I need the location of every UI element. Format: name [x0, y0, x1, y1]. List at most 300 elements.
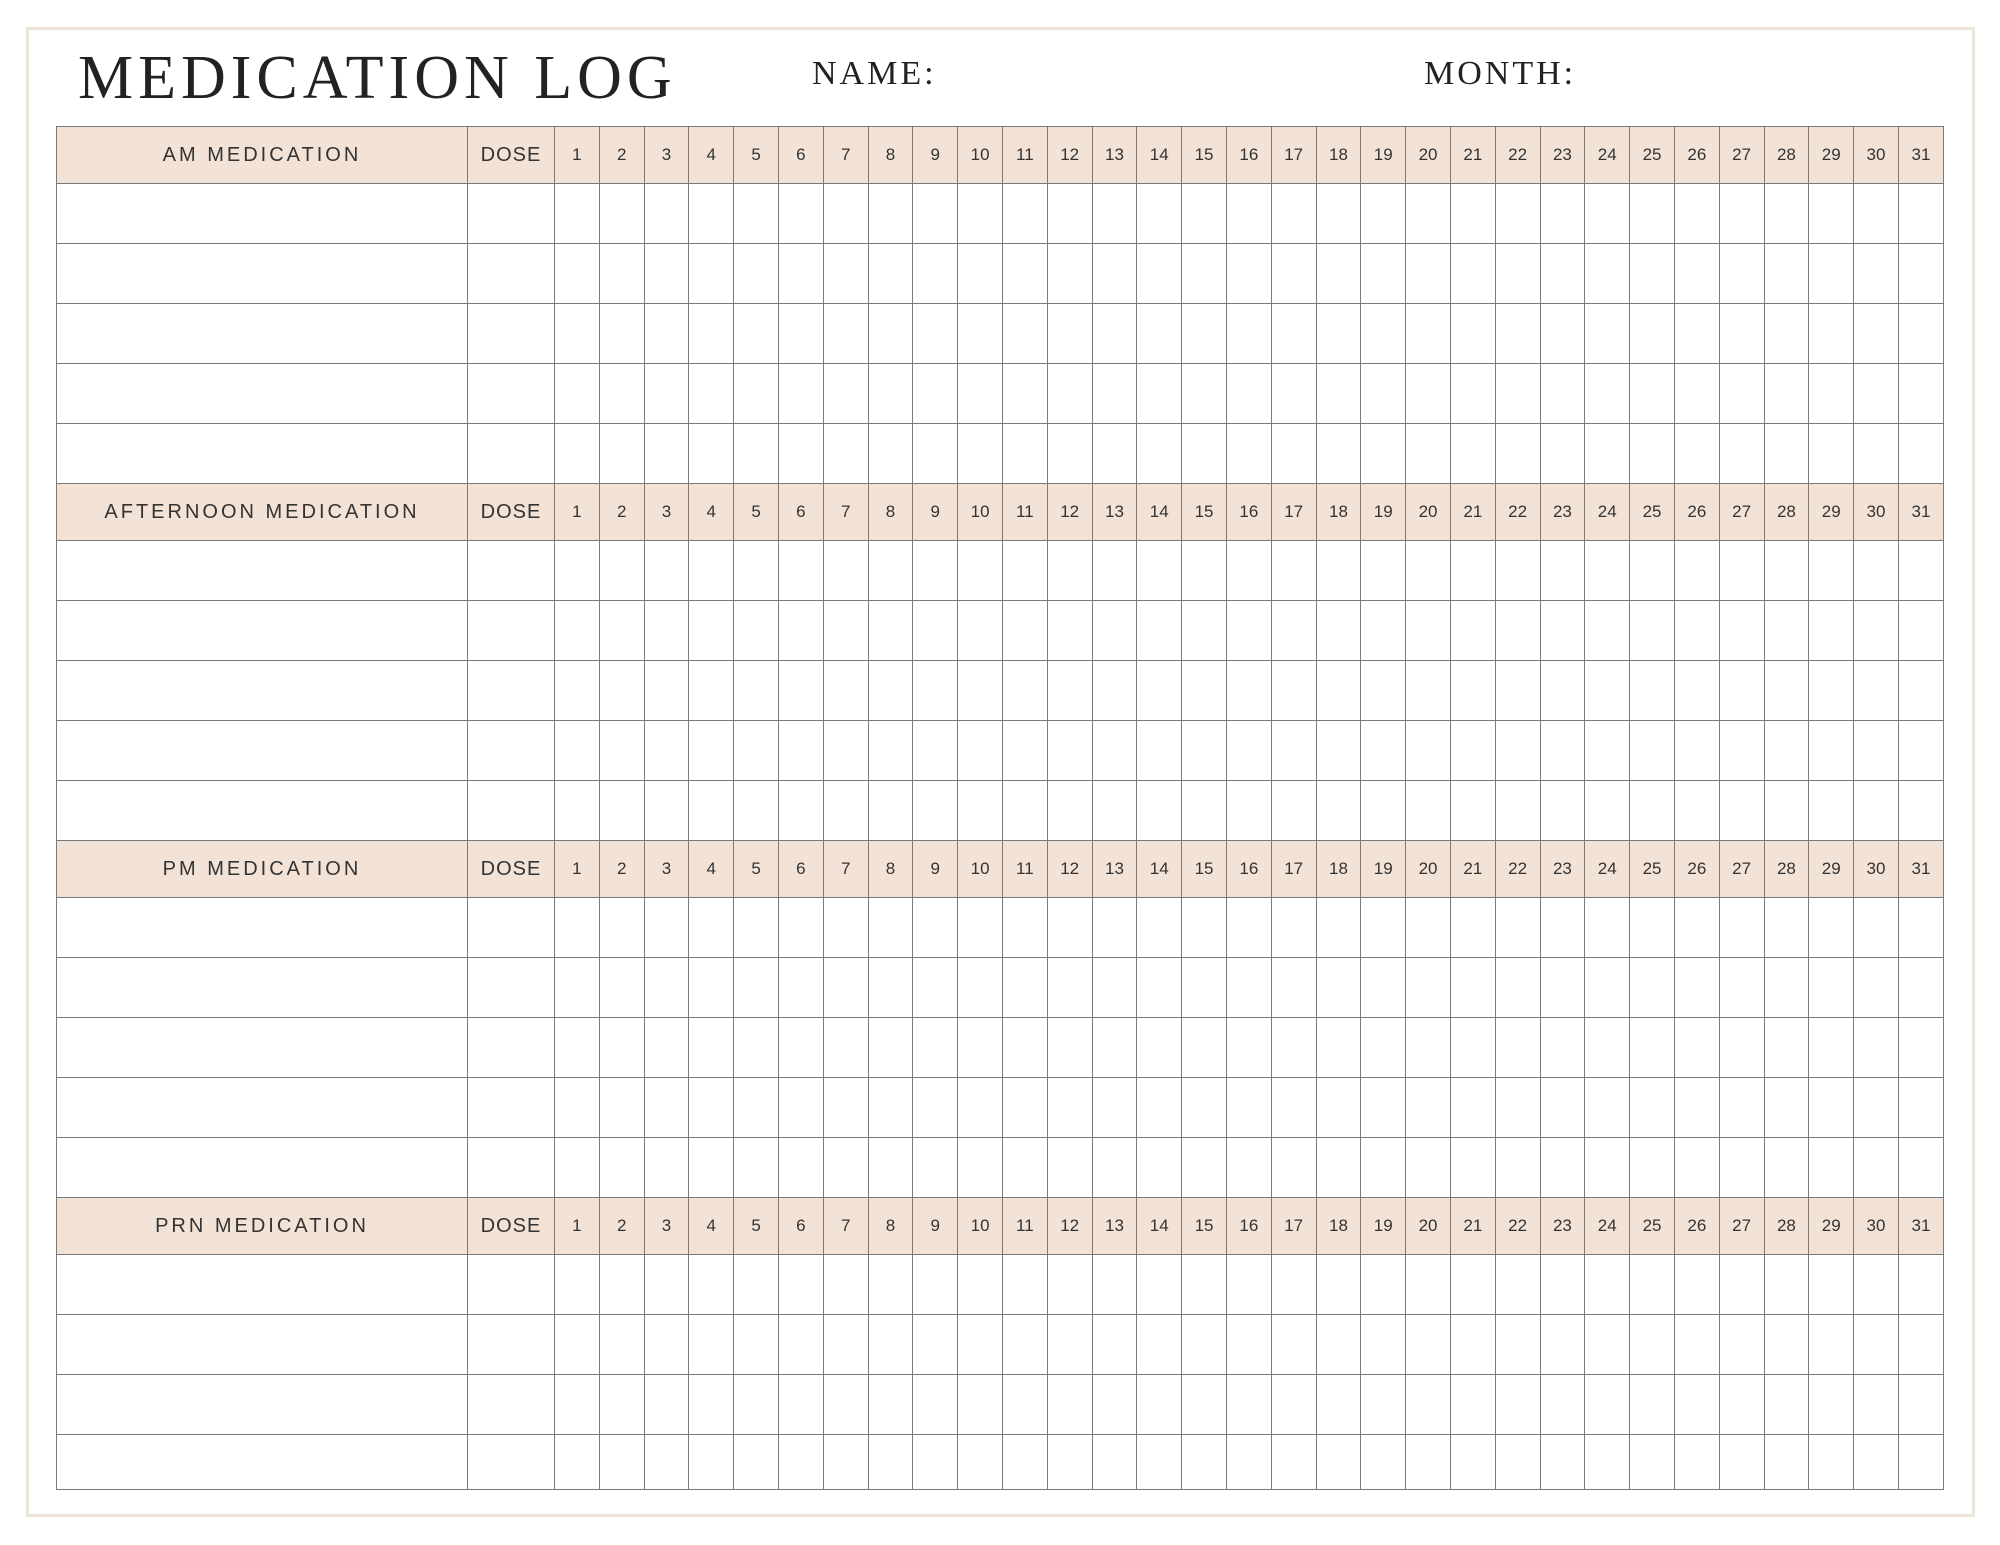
day-checkbox-cell[interactable]	[555, 721, 600, 781]
day-checkbox-cell[interactable]	[1361, 1018, 1406, 1078]
day-checkbox-cell[interactable]	[1182, 184, 1227, 244]
day-checkbox-cell[interactable]	[1898, 898, 1943, 958]
day-checkbox-cell[interactable]	[1316, 661, 1361, 721]
day-checkbox-cell[interactable]	[1630, 364, 1675, 424]
day-checkbox-cell[interactable]	[1271, 721, 1316, 781]
day-checkbox-cell[interactable]	[1585, 958, 1630, 1018]
day-checkbox-cell[interactable]	[778, 1078, 823, 1138]
day-checkbox-cell[interactable]	[823, 541, 868, 601]
day-checkbox-cell[interactable]	[1406, 1138, 1451, 1198]
medication-name-cell[interactable]	[57, 1375, 468, 1435]
day-checkbox-cell[interactable]	[1137, 1375, 1182, 1435]
day-checkbox-cell[interactable]	[1854, 1018, 1899, 1078]
day-checkbox-cell[interactable]	[1271, 898, 1316, 958]
day-checkbox-cell[interactable]	[1540, 424, 1585, 484]
day-checkbox-cell[interactable]	[823, 1435, 868, 1490]
day-checkbox-cell[interactable]	[1137, 1255, 1182, 1315]
dose-cell[interactable]	[468, 244, 555, 304]
dose-cell[interactable]	[468, 1255, 555, 1315]
day-checkbox-cell[interactable]	[1226, 1315, 1271, 1375]
day-checkbox-cell[interactable]	[644, 364, 689, 424]
day-checkbox-cell[interactable]	[1271, 1138, 1316, 1198]
day-checkbox-cell[interactable]	[1406, 1315, 1451, 1375]
day-checkbox-cell[interactable]	[1271, 1078, 1316, 1138]
day-checkbox-cell[interactable]	[1585, 244, 1630, 304]
day-checkbox-cell[interactable]	[1316, 304, 1361, 364]
day-checkbox-cell[interactable]	[1585, 1435, 1630, 1490]
day-checkbox-cell[interactable]	[1450, 424, 1495, 484]
day-checkbox-cell[interactable]	[1719, 1138, 1764, 1198]
day-checkbox-cell[interactable]	[1002, 1018, 1047, 1078]
day-checkbox-cell[interactable]	[1361, 424, 1406, 484]
day-checkbox-cell[interactable]	[1182, 364, 1227, 424]
day-checkbox-cell[interactable]	[1719, 304, 1764, 364]
medication-name-cell[interactable]	[57, 1018, 468, 1078]
day-checkbox-cell[interactable]	[1764, 541, 1809, 601]
day-checkbox-cell[interactable]	[1809, 1078, 1854, 1138]
day-checkbox-cell[interactable]	[1809, 304, 1854, 364]
day-checkbox-cell[interactable]	[823, 898, 868, 958]
day-checkbox-cell[interactable]	[1406, 781, 1451, 841]
day-checkbox-cell[interactable]	[1854, 424, 1899, 484]
day-checkbox-cell[interactable]	[1361, 1255, 1406, 1315]
day-checkbox-cell[interactable]	[1182, 898, 1227, 958]
day-checkbox-cell[interactable]	[1226, 601, 1271, 661]
day-checkbox-cell[interactable]	[1092, 541, 1137, 601]
day-checkbox-cell[interactable]	[823, 721, 868, 781]
day-checkbox-cell[interactable]	[599, 898, 644, 958]
day-checkbox-cell[interactable]	[1898, 958, 1943, 1018]
day-checkbox-cell[interactable]	[1450, 601, 1495, 661]
day-checkbox-cell[interactable]	[778, 541, 823, 601]
day-checkbox-cell[interactable]	[1540, 244, 1585, 304]
dose-cell[interactable]	[468, 541, 555, 601]
day-checkbox-cell[interactable]	[1182, 1435, 1227, 1490]
day-checkbox-cell[interactable]	[1719, 601, 1764, 661]
day-checkbox-cell[interactable]	[823, 1078, 868, 1138]
day-checkbox-cell[interactable]	[778, 304, 823, 364]
day-checkbox-cell[interactable]	[1585, 898, 1630, 958]
day-checkbox-cell[interactable]	[1585, 541, 1630, 601]
day-checkbox-cell[interactable]	[1316, 424, 1361, 484]
day-checkbox-cell[interactable]	[555, 184, 600, 244]
day-checkbox-cell[interactable]	[1271, 1435, 1316, 1490]
day-checkbox-cell[interactable]	[555, 1435, 600, 1490]
day-checkbox-cell[interactable]	[1047, 1018, 1092, 1078]
day-checkbox-cell[interactable]	[1226, 424, 1271, 484]
day-checkbox-cell[interactable]	[778, 184, 823, 244]
day-checkbox-cell[interactable]	[1450, 958, 1495, 1018]
day-checkbox-cell[interactable]	[1674, 184, 1719, 244]
day-checkbox-cell[interactable]	[1764, 304, 1809, 364]
day-checkbox-cell[interactable]	[1226, 1078, 1271, 1138]
day-checkbox-cell[interactable]	[1719, 184, 1764, 244]
day-checkbox-cell[interactable]	[1226, 898, 1271, 958]
day-checkbox-cell[interactable]	[1585, 1375, 1630, 1435]
day-checkbox-cell[interactable]	[1137, 958, 1182, 1018]
day-checkbox-cell[interactable]	[1854, 661, 1899, 721]
day-checkbox-cell[interactable]	[1585, 601, 1630, 661]
day-checkbox-cell[interactable]	[555, 304, 600, 364]
day-checkbox-cell[interactable]	[1809, 1138, 1854, 1198]
day-checkbox-cell[interactable]	[1630, 1255, 1675, 1315]
day-checkbox-cell[interactable]	[1226, 721, 1271, 781]
day-checkbox-cell[interactable]	[599, 244, 644, 304]
day-checkbox-cell[interactable]	[958, 958, 1003, 1018]
day-checkbox-cell[interactable]	[689, 541, 734, 601]
day-checkbox-cell[interactable]	[823, 1375, 868, 1435]
day-checkbox-cell[interactable]	[868, 424, 913, 484]
day-checkbox-cell[interactable]	[734, 1375, 779, 1435]
day-checkbox-cell[interactable]	[868, 1315, 913, 1375]
day-checkbox-cell[interactable]	[913, 601, 958, 661]
day-checkbox-cell[interactable]	[1361, 958, 1406, 1018]
day-checkbox-cell[interactable]	[1585, 1018, 1630, 1078]
day-checkbox-cell[interactable]	[913, 898, 958, 958]
day-checkbox-cell[interactable]	[1182, 424, 1227, 484]
day-checkbox-cell[interactable]	[1674, 601, 1719, 661]
day-checkbox-cell[interactable]	[868, 1018, 913, 1078]
day-checkbox-cell[interactable]	[1809, 1375, 1854, 1435]
day-checkbox-cell[interactable]	[1719, 1018, 1764, 1078]
day-checkbox-cell[interactable]	[1271, 304, 1316, 364]
day-checkbox-cell[interactable]	[1495, 1078, 1540, 1138]
day-checkbox-cell[interactable]	[689, 661, 734, 721]
day-checkbox-cell[interactable]	[1316, 781, 1361, 841]
day-checkbox-cell[interactable]	[1406, 424, 1451, 484]
day-checkbox-cell[interactable]	[1585, 721, 1630, 781]
day-checkbox-cell[interactable]	[1316, 1255, 1361, 1315]
day-checkbox-cell[interactable]	[599, 1018, 644, 1078]
day-checkbox-cell[interactable]	[599, 958, 644, 1018]
day-checkbox-cell[interactable]	[1450, 1018, 1495, 1078]
day-checkbox-cell[interactable]	[689, 1078, 734, 1138]
day-checkbox-cell[interactable]	[1137, 1435, 1182, 1490]
day-checkbox-cell[interactable]	[1630, 601, 1675, 661]
day-checkbox-cell[interactable]	[1898, 244, 1943, 304]
day-checkbox-cell[interactable]	[1092, 601, 1137, 661]
day-checkbox-cell[interactable]	[1271, 1375, 1316, 1435]
medication-name-cell[interactable]	[57, 304, 468, 364]
dose-cell[interactable]	[468, 1138, 555, 1198]
day-checkbox-cell[interactable]	[1898, 1435, 1943, 1490]
day-checkbox-cell[interactable]	[1495, 1018, 1540, 1078]
day-checkbox-cell[interactable]	[599, 601, 644, 661]
day-checkbox-cell[interactable]	[1898, 424, 1943, 484]
day-checkbox-cell[interactable]	[644, 1375, 689, 1435]
medication-name-cell[interactable]	[57, 184, 468, 244]
day-checkbox-cell[interactable]	[1047, 1315, 1092, 1375]
day-checkbox-cell[interactable]	[1226, 184, 1271, 244]
medication-name-cell[interactable]	[57, 1315, 468, 1375]
day-checkbox-cell[interactable]	[1226, 661, 1271, 721]
day-checkbox-cell[interactable]	[1316, 898, 1361, 958]
day-checkbox-cell[interactable]	[823, 304, 868, 364]
day-checkbox-cell[interactable]	[1898, 1315, 1943, 1375]
day-checkbox-cell[interactable]	[778, 601, 823, 661]
day-checkbox-cell[interactable]	[1137, 1078, 1182, 1138]
day-checkbox-cell[interactable]	[1450, 1315, 1495, 1375]
day-checkbox-cell[interactable]	[1137, 1018, 1182, 1078]
day-checkbox-cell[interactable]	[1674, 958, 1719, 1018]
day-checkbox-cell[interactable]	[1406, 898, 1451, 958]
day-checkbox-cell[interactable]	[1406, 184, 1451, 244]
day-checkbox-cell[interactable]	[868, 541, 913, 601]
day-checkbox-cell[interactable]	[1719, 1435, 1764, 1490]
day-checkbox-cell[interactable]	[913, 1315, 958, 1375]
day-checkbox-cell[interactable]	[1495, 1375, 1540, 1435]
day-checkbox-cell[interactable]	[1585, 1255, 1630, 1315]
day-checkbox-cell[interactable]	[1271, 1255, 1316, 1315]
medication-name-cell[interactable]	[57, 424, 468, 484]
day-checkbox-cell[interactable]	[913, 1078, 958, 1138]
day-checkbox-cell[interactable]	[599, 364, 644, 424]
medication-name-cell[interactable]	[57, 244, 468, 304]
day-checkbox-cell[interactable]	[868, 244, 913, 304]
day-checkbox-cell[interactable]	[1361, 601, 1406, 661]
day-checkbox-cell[interactable]	[1226, 958, 1271, 1018]
day-checkbox-cell[interactable]	[1630, 1138, 1675, 1198]
day-checkbox-cell[interactable]	[1540, 1435, 1585, 1490]
day-checkbox-cell[interactable]	[1092, 958, 1137, 1018]
day-checkbox-cell[interactable]	[644, 1255, 689, 1315]
day-checkbox-cell[interactable]	[1092, 661, 1137, 721]
day-checkbox-cell[interactable]	[555, 958, 600, 1018]
day-checkbox-cell[interactable]	[958, 541, 1003, 601]
day-checkbox-cell[interactable]	[599, 1435, 644, 1490]
medication-name-cell[interactable]	[57, 541, 468, 601]
day-checkbox-cell[interactable]	[913, 364, 958, 424]
day-checkbox-cell[interactable]	[734, 424, 779, 484]
day-checkbox-cell[interactable]	[1809, 184, 1854, 244]
day-checkbox-cell[interactable]	[1674, 1375, 1719, 1435]
day-checkbox-cell[interactable]	[1719, 541, 1764, 601]
day-checkbox-cell[interactable]	[555, 1315, 600, 1375]
day-checkbox-cell[interactable]	[689, 781, 734, 841]
day-checkbox-cell[interactable]	[1226, 1375, 1271, 1435]
day-checkbox-cell[interactable]	[1361, 541, 1406, 601]
day-checkbox-cell[interactable]	[778, 1255, 823, 1315]
medication-name-cell[interactable]	[57, 1435, 468, 1490]
day-checkbox-cell[interactable]	[1630, 898, 1675, 958]
day-checkbox-cell[interactable]	[1450, 1435, 1495, 1490]
day-checkbox-cell[interactable]	[958, 184, 1003, 244]
day-checkbox-cell[interactable]	[1854, 601, 1899, 661]
day-checkbox-cell[interactable]	[1764, 601, 1809, 661]
day-checkbox-cell[interactable]	[1854, 1138, 1899, 1198]
day-checkbox-cell[interactable]	[1585, 1078, 1630, 1138]
day-checkbox-cell[interactable]	[1854, 364, 1899, 424]
day-checkbox-cell[interactable]	[1002, 1138, 1047, 1198]
day-checkbox-cell[interactable]	[1898, 1255, 1943, 1315]
day-checkbox-cell[interactable]	[599, 661, 644, 721]
day-checkbox-cell[interactable]	[1047, 244, 1092, 304]
day-checkbox-cell[interactable]	[644, 1078, 689, 1138]
day-checkbox-cell[interactable]	[1764, 244, 1809, 304]
day-checkbox-cell[interactable]	[1450, 541, 1495, 601]
day-checkbox-cell[interactable]	[1137, 601, 1182, 661]
day-checkbox-cell[interactable]	[1182, 1138, 1227, 1198]
day-checkbox-cell[interactable]	[1630, 1315, 1675, 1375]
day-checkbox-cell[interactable]	[599, 1078, 644, 1138]
day-checkbox-cell[interactable]	[1450, 184, 1495, 244]
day-checkbox-cell[interactable]	[958, 661, 1003, 721]
day-checkbox-cell[interactable]	[1854, 304, 1899, 364]
day-checkbox-cell[interactable]	[1809, 898, 1854, 958]
day-checkbox-cell[interactable]	[1361, 781, 1406, 841]
day-checkbox-cell[interactable]	[1092, 304, 1137, 364]
day-checkbox-cell[interactable]	[1316, 1435, 1361, 1490]
day-checkbox-cell[interactable]	[1630, 541, 1675, 601]
day-checkbox-cell[interactable]	[1585, 781, 1630, 841]
day-checkbox-cell[interactable]	[1809, 601, 1854, 661]
day-checkbox-cell[interactable]	[1450, 721, 1495, 781]
day-checkbox-cell[interactable]	[1182, 721, 1227, 781]
day-checkbox-cell[interactable]	[1630, 304, 1675, 364]
day-checkbox-cell[interactable]	[734, 958, 779, 1018]
day-checkbox-cell[interactable]	[689, 364, 734, 424]
day-checkbox-cell[interactable]	[1674, 541, 1719, 601]
day-checkbox-cell[interactable]	[1898, 184, 1943, 244]
day-checkbox-cell[interactable]	[1002, 541, 1047, 601]
day-checkbox-cell[interactable]	[1854, 1435, 1899, 1490]
day-checkbox-cell[interactable]	[1182, 541, 1227, 601]
day-checkbox-cell[interactable]	[1002, 781, 1047, 841]
dose-cell[interactable]	[468, 1315, 555, 1375]
day-checkbox-cell[interactable]	[734, 364, 779, 424]
day-checkbox-cell[interactable]	[1137, 184, 1182, 244]
day-checkbox-cell[interactable]	[734, 1435, 779, 1490]
day-checkbox-cell[interactable]	[1137, 424, 1182, 484]
day-checkbox-cell[interactable]	[689, 304, 734, 364]
day-checkbox-cell[interactable]	[734, 781, 779, 841]
day-checkbox-cell[interactable]	[1630, 781, 1675, 841]
medication-name-cell[interactable]	[57, 781, 468, 841]
day-checkbox-cell[interactable]	[958, 364, 1003, 424]
day-checkbox-cell[interactable]	[555, 1255, 600, 1315]
day-checkbox-cell[interactable]	[1271, 661, 1316, 721]
day-checkbox-cell[interactable]	[1047, 184, 1092, 244]
day-checkbox-cell[interactable]	[555, 898, 600, 958]
day-checkbox-cell[interactable]	[734, 304, 779, 364]
day-checkbox-cell[interactable]	[1271, 364, 1316, 424]
day-checkbox-cell[interactable]	[734, 1078, 779, 1138]
day-checkbox-cell[interactable]	[1540, 1138, 1585, 1198]
day-checkbox-cell[interactable]	[823, 244, 868, 304]
day-checkbox-cell[interactable]	[1002, 304, 1047, 364]
day-checkbox-cell[interactable]	[734, 541, 779, 601]
day-checkbox-cell[interactable]	[1764, 364, 1809, 424]
day-checkbox-cell[interactable]	[823, 364, 868, 424]
day-checkbox-cell[interactable]	[734, 1315, 779, 1375]
day-checkbox-cell[interactable]	[1854, 541, 1899, 601]
day-checkbox-cell[interactable]	[734, 721, 779, 781]
day-checkbox-cell[interactable]	[1585, 1315, 1630, 1375]
day-checkbox-cell[interactable]	[913, 661, 958, 721]
day-checkbox-cell[interactable]	[958, 1375, 1003, 1435]
day-checkbox-cell[interactable]	[1854, 244, 1899, 304]
day-checkbox-cell[interactable]	[1092, 721, 1137, 781]
day-checkbox-cell[interactable]	[644, 304, 689, 364]
day-checkbox-cell[interactable]	[1182, 304, 1227, 364]
day-checkbox-cell[interactable]	[1809, 958, 1854, 1018]
day-checkbox-cell[interactable]	[1047, 781, 1092, 841]
day-checkbox-cell[interactable]	[913, 424, 958, 484]
day-checkbox-cell[interactable]	[1898, 304, 1943, 364]
day-checkbox-cell[interactable]	[1361, 1138, 1406, 1198]
dose-cell[interactable]	[468, 1078, 555, 1138]
day-checkbox-cell[interactable]	[644, 781, 689, 841]
day-checkbox-cell[interactable]	[868, 898, 913, 958]
day-checkbox-cell[interactable]	[1047, 304, 1092, 364]
day-checkbox-cell[interactable]	[1585, 661, 1630, 721]
day-checkbox-cell[interactable]	[1764, 1255, 1809, 1315]
day-checkbox-cell[interactable]	[823, 781, 868, 841]
day-checkbox-cell[interactable]	[1047, 1255, 1092, 1315]
day-checkbox-cell[interactable]	[644, 721, 689, 781]
day-checkbox-cell[interactable]	[599, 1315, 644, 1375]
day-checkbox-cell[interactable]	[958, 1078, 1003, 1138]
day-checkbox-cell[interactable]	[1495, 661, 1540, 721]
day-checkbox-cell[interactable]	[1674, 424, 1719, 484]
day-checkbox-cell[interactable]	[1316, 1018, 1361, 1078]
day-checkbox-cell[interactable]	[1809, 1018, 1854, 1078]
day-checkbox-cell[interactable]	[1271, 184, 1316, 244]
day-checkbox-cell[interactable]	[868, 601, 913, 661]
day-checkbox-cell[interactable]	[689, 424, 734, 484]
day-checkbox-cell[interactable]	[1002, 1435, 1047, 1490]
day-checkbox-cell[interactable]	[1047, 958, 1092, 1018]
dose-cell[interactable]	[468, 1375, 555, 1435]
day-checkbox-cell[interactable]	[1092, 898, 1137, 958]
day-checkbox-cell[interactable]	[778, 1435, 823, 1490]
day-checkbox-cell[interactable]	[1898, 781, 1943, 841]
day-checkbox-cell[interactable]	[1137, 541, 1182, 601]
day-checkbox-cell[interactable]	[1540, 661, 1585, 721]
day-checkbox-cell[interactable]	[1092, 781, 1137, 841]
day-checkbox-cell[interactable]	[1719, 1255, 1764, 1315]
day-checkbox-cell[interactable]	[1809, 1435, 1854, 1490]
day-checkbox-cell[interactable]	[1182, 781, 1227, 841]
day-checkbox-cell[interactable]	[1092, 184, 1137, 244]
day-checkbox-cell[interactable]	[1450, 244, 1495, 304]
day-checkbox-cell[interactable]	[1898, 1018, 1943, 1078]
day-checkbox-cell[interactable]	[689, 1138, 734, 1198]
day-checkbox-cell[interactable]	[1764, 721, 1809, 781]
day-checkbox-cell[interactable]	[1495, 898, 1540, 958]
day-checkbox-cell[interactable]	[1316, 1138, 1361, 1198]
day-checkbox-cell[interactable]	[823, 1018, 868, 1078]
day-checkbox-cell[interactable]	[1764, 1435, 1809, 1490]
day-checkbox-cell[interactable]	[555, 1078, 600, 1138]
day-checkbox-cell[interactable]	[644, 1435, 689, 1490]
day-checkbox-cell[interactable]	[1854, 1315, 1899, 1375]
day-checkbox-cell[interactable]	[689, 601, 734, 661]
day-checkbox-cell[interactable]	[1719, 1375, 1764, 1435]
day-checkbox-cell[interactable]	[1630, 244, 1675, 304]
day-checkbox-cell[interactable]	[1406, 721, 1451, 781]
day-checkbox-cell[interactable]	[1047, 1375, 1092, 1435]
day-checkbox-cell[interactable]	[1316, 1315, 1361, 1375]
day-checkbox-cell[interactable]	[689, 244, 734, 304]
day-checkbox-cell[interactable]	[1406, 601, 1451, 661]
day-checkbox-cell[interactable]	[689, 721, 734, 781]
day-checkbox-cell[interactable]	[1047, 1138, 1092, 1198]
day-checkbox-cell[interactable]	[1226, 244, 1271, 304]
day-checkbox-cell[interactable]	[958, 1018, 1003, 1078]
day-checkbox-cell[interactable]	[1719, 424, 1764, 484]
day-checkbox-cell[interactable]	[1361, 244, 1406, 304]
